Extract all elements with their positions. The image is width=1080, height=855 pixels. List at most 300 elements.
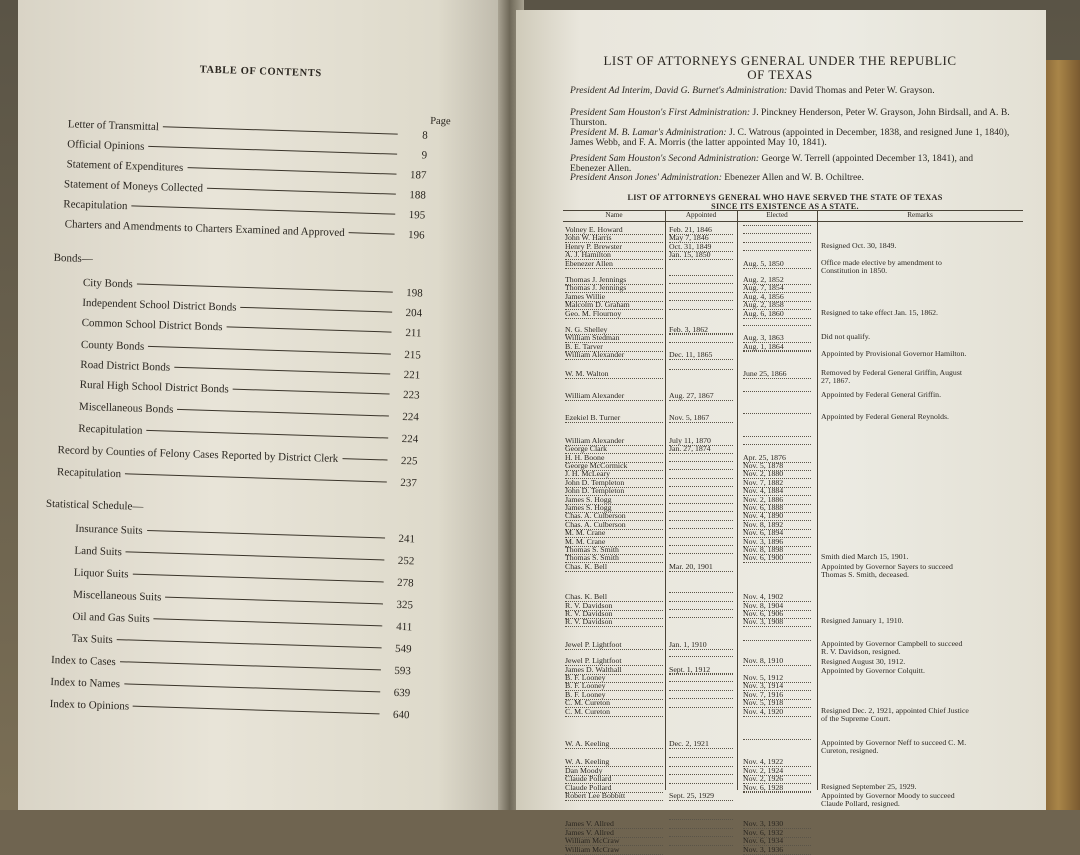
table-row-name: George Clark [565, 444, 663, 454]
table-row-name: William Alexander [565, 436, 663, 446]
table-row-appointed: Feb. 21, 1846 [669, 225, 733, 235]
toc-entry [81, 317, 421, 340]
table-row-name: William Stedman [565, 333, 663, 343]
table-row-remark: Appointed by Governor Campbell to succeed R. V. Davidson, resigned. [821, 638, 963, 657]
table-row-elected: Nov. 3, 1930 [743, 819, 811, 829]
table-row-appointed: Feb. 3, 1862 [669, 325, 733, 335]
toc-entry [83, 277, 423, 300]
table-row-elected: Nov. 6, 1906 [743, 609, 811, 619]
table-row-appointed: Jan. 27, 1874 [669, 444, 733, 454]
toc-entry-label: Miscellaneous Bonds [78, 400, 174, 416]
table-row-remark: Resigned Dec. 2, 1921, appointed Chief Justice of the Supreme Court. [821, 705, 969, 723]
table-row-elected: Nov. 4, 1902 [743, 592, 811, 602]
toc-entry-label: Liquor Suits [73, 566, 129, 581]
state-title-line1: LIST OF ATTORNEYS GENERAL WHO HAVE SERVED THE STATE OF TEXAS [627, 193, 943, 202]
table-row-elected: Nov. 2, 1924 [743, 766, 811, 776]
toc-entry-page: 241 [398, 532, 416, 546]
toc-leader [177, 409, 389, 417]
table-row-remark: Resigned September 25, 1929. [821, 781, 917, 791]
table-row-elected: Nov. 3, 1914 [743, 681, 811, 691]
toc-entry-page: 549 [394, 642, 412, 656]
table-row-remark: Appointed by Federal General Reynolds. [821, 412, 949, 422]
table-row-name: J. H. McLeary [565, 469, 663, 479]
toc-entry-label: Land Suits [74, 544, 123, 559]
table-row-name: James S. Hogg [565, 495, 663, 505]
table-row-remark: Appointed by Provisional Governor Hamilton. [821, 349, 967, 359]
table-row-elected [743, 562, 811, 563]
table-row-appointed [669, 453, 733, 454]
table-row-elected: Nov. 5, 1878 [743, 461, 811, 471]
administration-attorneys: George W. Terrell (appointed December 13, 1841), and Ebenezer Allen. [570, 153, 974, 175]
toc-entry-page: 187 [409, 169, 427, 182]
toc-leader [133, 706, 379, 715]
table-row-elected [743, 391, 811, 392]
toc-entry [51, 654, 411, 677]
table-row-name: John D. Templeton [565, 478, 663, 488]
toc-leader [146, 430, 388, 439]
table-row-elected [743, 233, 811, 234]
table-row-appointed [669, 309, 733, 310]
toc-entry-page: 221 [403, 368, 421, 382]
toc-leader [226, 326, 391, 332]
table-row-appointed [669, 486, 733, 487]
table-row-appointed [669, 545, 733, 546]
table-row-appointed [669, 283, 733, 284]
administration-name: President M. B. Lamar's Administration: [570, 127, 727, 138]
toc-entry-label: Oil and Gas Suits [72, 610, 150, 626]
table-row-appointed [669, 609, 733, 610]
table-row-elected: Nov. 7, 1916 [743, 690, 811, 700]
table-row-elected: Nov. 7, 1882 [743, 478, 811, 488]
administration-attorneys: David Thomas and Peter W. Grayson. [787, 85, 935, 96]
table-row-elected: Nov. 4, 1890 [743, 511, 811, 521]
toc-entry-label: Statement of Expenditures [66, 158, 184, 174]
toc-leader [241, 307, 393, 313]
table-row-elected [743, 791, 811, 792]
toc-entry-page: 195 [408, 209, 426, 222]
table-row-elected: Nov. 8, 1904 [743, 601, 811, 611]
column-header-name: Name [605, 211, 623, 219]
toc-entry-label: Road District Bonds [80, 358, 171, 374]
table-row-appointed [669, 520, 733, 521]
table-row-appointed [669, 469, 733, 470]
toc-leader [165, 597, 383, 605]
table-row-elected [743, 225, 811, 226]
toc-entry-label: Common School District Bonds [81, 316, 223, 334]
toc-entry-label: Recapitulation [78, 422, 143, 437]
toc-entry-page: 252 [397, 554, 415, 568]
table-row-elected: Nov. 2, 1926 [743, 774, 811, 784]
toc-entry-page: 9 [421, 149, 428, 162]
table-row-elected [743, 444, 811, 445]
table-row-elected [743, 640, 811, 641]
toc-entry [80, 379, 420, 402]
toc-leader [124, 683, 380, 692]
column-header-remarks: Remarks [907, 211, 933, 219]
table-row-appointed [669, 681, 733, 682]
toc-entry-page: 224 [402, 410, 420, 424]
table-row-appointed [669, 478, 733, 479]
toc-entry-label: Miscellaneous Suits [72, 588, 162, 604]
table-row-appointed [669, 553, 733, 554]
table-row-name: W. A. Keeling [565, 739, 663, 749]
table-row-elected: Nov. 5, 1918 [743, 698, 811, 708]
toc-entry-label: County Bonds [80, 338, 145, 353]
table-row-appointed [669, 617, 733, 618]
table-row-appointed [669, 342, 733, 343]
state-title [570, 193, 1000, 211]
toc-entry-label: Index to Opinions [49, 698, 130, 713]
table-row-name: Thomas J. Jennings [565, 275, 663, 285]
toc-entry-label: Recapitulation [56, 466, 122, 481]
republic-title-line2: OF TEXAS [747, 67, 813, 82]
table-row-appointed [669, 707, 733, 708]
table-row-remark: Office made elective by amendment to Constitution in 1850. [821, 257, 942, 275]
table-row-name: Ebenezer Allen [565, 259, 663, 269]
toc-entry-label: Bonds— [53, 251, 93, 266]
toc-entry-label: Rural High School District Bonds [79, 378, 229, 396]
table-row-elected: Nov. 3, 1896 [743, 537, 811, 547]
table-row-name: N. G. Shelley [565, 325, 663, 335]
book-cover-edge [1044, 60, 1080, 810]
table-row-name: R. V. Davidson [565, 617, 663, 627]
administration-name: President Anson Jones' Administration: [570, 172, 722, 183]
table-row-name: Dan Moody [565, 766, 663, 776]
toc-entry-page: 211 [405, 327, 422, 340]
table-row-appointed [669, 673, 733, 674]
table-row-appointed [669, 528, 733, 529]
column-header-elected: Elected [766, 211, 788, 219]
table-row-name: C. M. Cureton [565, 707, 663, 717]
toc-entry [50, 676, 410, 699]
table-row-elected: Nov. 6, 1894 [743, 528, 811, 538]
table-row-name: Chas. K. Bell [565, 592, 663, 602]
toc-entry-label: Letter of Transmittal [67, 118, 160, 134]
administration-entry [570, 108, 1010, 129]
table-row-name: Thomas J. Jennings [565, 283, 663, 293]
table-row-appointed: Dec. 11, 1865 [669, 350, 733, 360]
toc-entry-label: Tax Suits [71, 632, 114, 646]
administration-attorneys: J. Pinckney Henderson, Peter W. Grayson, John Birdsall, and A. B. Thurston. [570, 107, 1010, 129]
table-row-name: B. F. Looney [565, 673, 663, 683]
table-row-remark: Appointed by Governor Sayers to succeed Thomas S. Smith, deceased. [821, 561, 953, 580]
column-rule [817, 210, 818, 790]
toc-leader [342, 458, 387, 460]
toc-entry-label: Index to Names [50, 676, 121, 691]
toc-entry-page: 8 [422, 129, 428, 142]
table-row-elected: Aug. 4, 1856 [743, 292, 811, 302]
table-row-elected: Aug. 2, 1858 [743, 300, 811, 310]
toc-leader [163, 126, 398, 134]
table-row-appointed [669, 537, 733, 538]
table-row-name: William McCraw [565, 836, 663, 846]
table-row-appointed: May 7, 1846 [669, 233, 733, 243]
table-row-name: James D. Walthall [565, 665, 663, 675]
table-row-elected: Nov. 4, 1920 [743, 707, 811, 717]
toc-entry-label: Charters and Amendments to Charters Examined and Approved [64, 218, 345, 240]
table-row-name: Jewel P. Lightfoot [565, 656, 663, 666]
toc-title: TABLE OF CONTENTS [199, 64, 323, 80]
table-row-appointed [669, 757, 733, 758]
table-row-appointed [669, 656, 733, 657]
table-row-appointed [669, 690, 733, 691]
table-row-name: Henry P. Brewster [565, 242, 663, 252]
toc-leader [147, 530, 385, 538]
table-row-name: Geo. M. Flournoy [565, 309, 663, 319]
table-row-name: Jewel P. Lightfoot [565, 640, 663, 650]
table-row-name: John D. Templeton [565, 486, 663, 496]
table-row-elected [743, 436, 811, 437]
table-row-appointed [669, 836, 733, 837]
table-row-appointed [669, 601, 733, 602]
toc-entry-page: 411 [395, 620, 413, 634]
table-row-name: Thomas S. Smith [565, 545, 663, 555]
toc-entry-label: Insurance Suits [75, 522, 143, 537]
table-row-elected: Aug. 3, 1863 [743, 333, 811, 343]
toc-leader [137, 284, 393, 293]
toc-entry [49, 698, 409, 721]
toc-entry [53, 252, 92, 265]
table-row-elected: Aug. 2, 1852 [743, 275, 811, 285]
toc-page-header: Page [429, 115, 451, 128]
table-row-elected: Nov. 6, 1932 [743, 828, 811, 838]
table-header-rule [563, 221, 1023, 222]
table-row-name: Malcolm D. Graham [565, 300, 663, 310]
table-row-appointed: Sept. 1, 1912 [669, 665, 733, 675]
toc-entry-page: 223 [402, 388, 420, 402]
table-row-name: William McCraw [565, 845, 663, 855]
table-row-elected: Aug. 1, 1864 [743, 342, 811, 352]
table-row-elected: Nov. 8, 1910 [743, 656, 811, 666]
table-row-appointed: July 11, 1870 [669, 436, 733, 446]
toc-leader [148, 146, 397, 155]
toc-entry-page: 198 [406, 287, 423, 300]
toc-entry [72, 633, 412, 656]
table-row-appointed [669, 369, 733, 370]
toc-leader [207, 188, 396, 195]
toc-entry [73, 589, 413, 612]
table-row-appointed [669, 845, 733, 846]
table-row-appointed [669, 766, 733, 767]
toc-entry-label: Recapitulation [63, 198, 128, 213]
table-row-appointed [669, 333, 733, 334]
table-row-name: James V. Allred [565, 819, 663, 829]
toc-entry-page: 325 [396, 598, 414, 612]
toc-entry-page: 196 [407, 229, 425, 242]
table-row-elected: Aug. 6, 1860 [743, 309, 811, 319]
table-row-appointed [669, 819, 733, 820]
toc-entry [82, 297, 422, 320]
toc-entry [81, 339, 421, 362]
table-row-elected [743, 350, 811, 351]
table-row-appointed: Nov. 5, 1867 [669, 413, 733, 423]
toc-leader [132, 205, 396, 214]
attorneys-table [563, 210, 1023, 854]
table-row-name: William Alexander [565, 391, 663, 401]
table-row-appointed: Jan. 15, 1850 [669, 250, 733, 260]
toc-entry [65, 218, 425, 241]
table-row-appointed [669, 828, 733, 829]
table-row-remark: Did not qualify. [821, 332, 871, 342]
table-row-name: Chas. A. Culberson [565, 520, 663, 530]
table-row-elected: Nov. 3, 1936 [743, 845, 811, 855]
table-row-name: James V. Allred [565, 828, 663, 838]
table-row-elected: Nov. 6, 1888 [743, 503, 811, 513]
table-row-elected: Nov. 2, 1886 [743, 495, 811, 505]
toc-entry [68, 118, 428, 141]
table-row-elected [743, 665, 811, 666]
table-row-elected: Nov. 6, 1900 [743, 553, 811, 563]
table-row-elected: Nov. 6, 1928 [743, 783, 811, 793]
table-row-name: Chas. A. Culberson [565, 511, 663, 521]
republic-title [570, 54, 990, 82]
toc-entry-page: 225 [400, 454, 418, 468]
table-row-elected: Nov. 3, 1908 [743, 617, 811, 627]
toc-entry [72, 611, 412, 634]
toc-entry [63, 198, 425, 221]
table-row-elected: Nov. 5, 1912 [743, 673, 811, 683]
toc-entry-label: Statistical Schedule— [45, 497, 144, 513]
table-row-name: Claude Pollard [565, 774, 663, 784]
toc-entry-label: Record by Counties of Felony Cases Reported by District Clerk [57, 444, 339, 465]
toc-entry [66, 158, 426, 181]
toc-entry-label: City Bonds [82, 276, 133, 291]
table-row-appointed: Oct. 31, 1849 [669, 242, 733, 252]
administration-entry [570, 128, 1010, 149]
table-row-elected: Nov. 4, 1922 [743, 757, 811, 767]
table-row-appointed [669, 503, 733, 504]
column-rule [665, 210, 666, 790]
table-row-remark: Appointed by Governor Colquitt. [821, 666, 925, 675]
table-row-appointed: Mar. 20, 1901 [669, 562, 733, 572]
administration-name: President Sam Houston's First Administration: [570, 107, 751, 118]
table-row-name: Claude Pollard [565, 783, 663, 793]
table-row-name: W. M. Walton [565, 369, 663, 379]
table-row-name: Volney E. Howard [565, 225, 663, 235]
table-row-remark: Resigned Oct. 30, 1849. [821, 240, 897, 250]
table-row-name: H. H. Boone [565, 453, 663, 463]
table-row-elected: Aug. 7, 1854 [743, 283, 811, 293]
table-row-name: Ezekiel B. Turner [565, 413, 663, 423]
toc-entry-page: 640 [392, 708, 410, 722]
toc-entry-label: Official Opinions [67, 138, 145, 153]
table-row-appointed [669, 783, 733, 784]
table-row-elected [743, 413, 811, 414]
toc-entry-label: Statement of Moneys Collected [63, 178, 204, 195]
table-row-appointed [669, 292, 733, 293]
table-row-remark: Resigned August 30, 1912. [821, 656, 906, 666]
toc-leader [126, 551, 385, 560]
toc-entry [74, 545, 414, 568]
republic-title-line1: LIST OF ATTORNEYS GENERAL UNDER THE REPUBLIC [603, 53, 957, 68]
table-row-elected: Apr. 25, 1876 [743, 453, 811, 463]
table-row-appointed [669, 592, 733, 593]
toc-entry-label: Independent School District Bonds [82, 296, 237, 314]
table-row-name: B. F. Looney [565, 681, 663, 691]
toc-entry-page: 593 [394, 664, 412, 678]
toc-entry-page: 237 [400, 476, 417, 490]
toc-entry-page: 204 [405, 307, 423, 320]
table-row-elected [743, 739, 811, 740]
table-row-name: John W. Harris [565, 233, 663, 243]
table-row-name: R. V. Davidson [565, 601, 663, 611]
table-row-elected: Aug. 5, 1850 [743, 259, 811, 269]
table-row-remark: Smith died March 15, 1901. [821, 552, 909, 562]
table-row-appointed [669, 300, 733, 301]
table-row-appointed [669, 511, 733, 512]
table-row-appointed: Aug. 27, 1867 [669, 391, 733, 401]
table-row-name: B. E. Tarver [565, 342, 663, 352]
table-row-appointed [669, 259, 733, 260]
toc-entry-page: 278 [396, 576, 414, 590]
table-row-name: M. M. Crane [565, 528, 663, 538]
toc-entry-page: 215 [404, 348, 421, 362]
toc-leader [125, 473, 387, 482]
toc-leader [117, 639, 382, 648]
table-row-remark: Appointed by Governor Moody to succeed Claude Pollard, resigned. [821, 791, 955, 809]
toc-entry-label: Index to Cases [50, 654, 116, 669]
toc-entry [75, 523, 415, 546]
table-row-appointed [669, 461, 733, 462]
table-of-contents [8, 53, 470, 766]
toc-entry-page: 639 [393, 686, 411, 700]
table-row-name: B. F. Looney [565, 690, 663, 700]
toc-entry [80, 359, 420, 382]
table-row-elected: Nov. 2, 1880 [743, 469, 811, 479]
toc-leader [148, 346, 391, 355]
table-row-remark: Appointed by Governor Neff to succeed C. M. Cureton, resigned. [821, 738, 967, 756]
toc-entry [57, 444, 417, 467]
toc-leader [187, 167, 396, 175]
toc-leader [120, 661, 381, 670]
table-row-elected [743, 250, 811, 251]
table-row-name: James S. Hogg [565, 503, 663, 513]
table-row-name: George McCormick [565, 461, 663, 471]
administration-name: President Ad Interim, David G. Burnet's Administration: [570, 85, 788, 96]
toc-entry [57, 466, 417, 489]
toc-leader [132, 574, 383, 583]
administration-name: President Sam Houston's Second Administration: [570, 153, 760, 164]
table-row-remark: Resigned to take effect Jan. 15, 1862. [821, 307, 938, 317]
attorneys-general-page [540, 0, 1040, 854]
table-row-name: Thomas S. Smith [565, 553, 663, 563]
table-row-name: James Willie [565, 292, 663, 302]
toc-entry [46, 498, 144, 513]
administration-entry [570, 173, 1010, 183]
table-row-elected: June 25, 1866 [743, 369, 811, 379]
table-row-appointed: Dec. 2, 1921 [669, 739, 733, 749]
table-row-appointed [669, 495, 733, 496]
table-row-elected [743, 242, 811, 243]
toc-leader [174, 367, 390, 375]
toc-entry-page: 224 [401, 432, 419, 446]
table-row-appointed [669, 275, 733, 276]
toc-leader [154, 618, 383, 626]
toc-entry-page: 188 [409, 189, 427, 202]
table-row-remark: Resigned January 1, 1910. [821, 616, 904, 626]
table-row-appointed: Sept. 25, 1929 [669, 791, 733, 801]
table-row-name: Robert Lee Bobbitt [565, 791, 663, 801]
table-row-elected [743, 325, 811, 326]
table-row-elected: Nov. 8, 1892 [743, 520, 811, 530]
toc-entry [64, 178, 426, 201]
table-row-name: W. A. Keeling [565, 757, 663, 767]
table-row-name: A. J. Hamilton [565, 250, 663, 260]
toc-leader [233, 389, 390, 395]
table-row-appointed [669, 698, 733, 699]
administration-attorneys: Ebenezer Allen and W. B. Ochiltree. [721, 172, 864, 183]
table-row-name: C. M. Cureton [565, 698, 663, 708]
